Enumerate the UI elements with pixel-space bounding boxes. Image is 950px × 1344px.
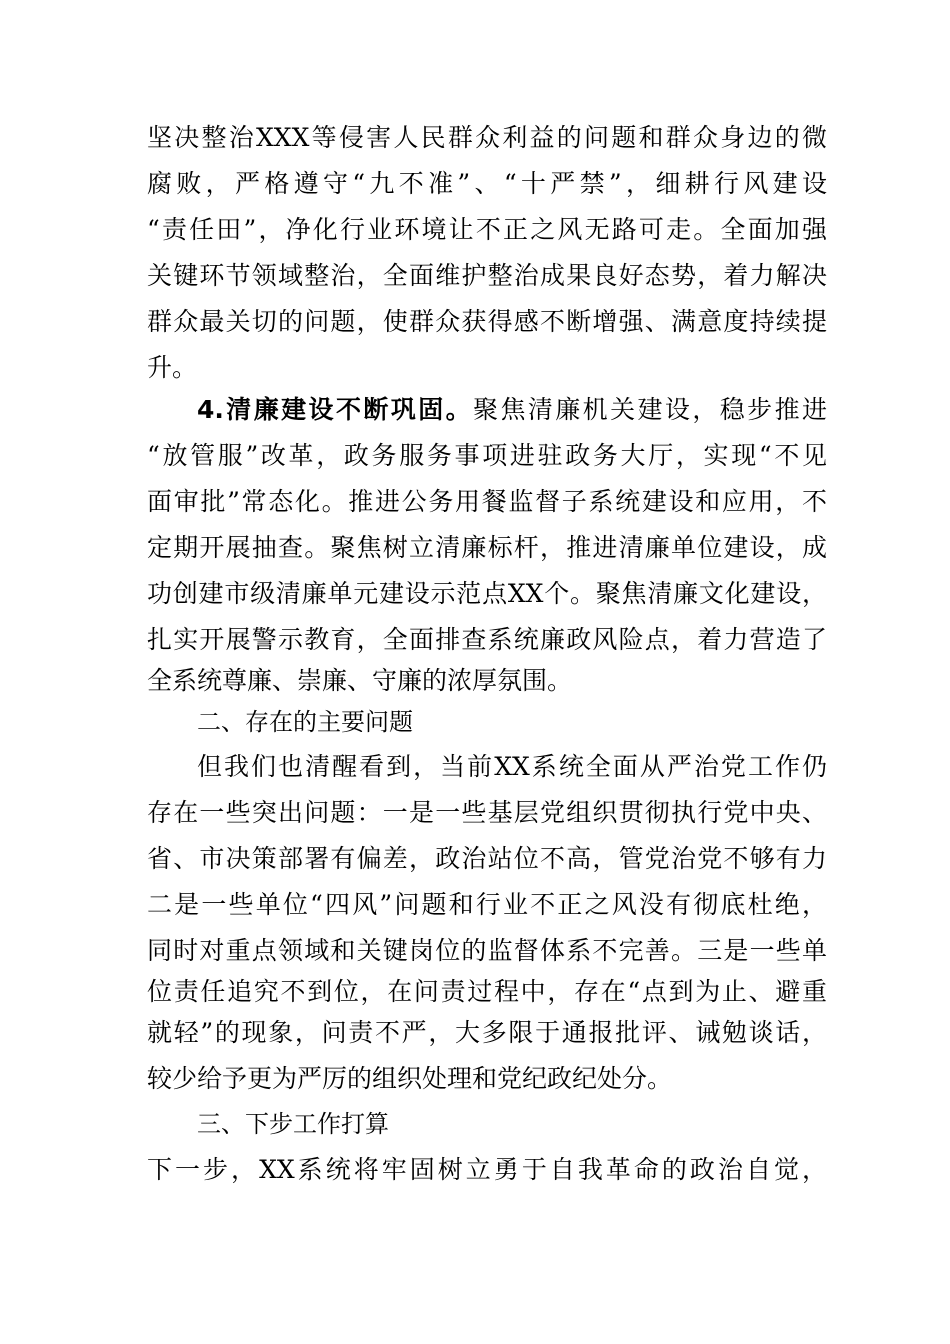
- paragraph-line: 较少给予更为严厉的组织处理和党纪政纪处分。: [147, 1064, 673, 1093]
- paragraph-line: 就轻”的现象，问责不严，大多限于通报批评、诫勉谈话，: [147, 1018, 827, 1047]
- paragraph-line: 下一步，XX系统将牢固树立勇于自我革命的政治自觉，: [147, 1155, 827, 1184]
- paragraph-line: 定期开展抽查。聚焦树立清廉标杆，推进清廉单位建设，成: [147, 533, 827, 562]
- paragraph-line: “放管服”改革，政务服务事项进驻政务大厅，实现“不见: [147, 441, 827, 470]
- paragraph-line: 扎实开展警示教育，全面排查系统廉政风险点，着力营造了: [147, 625, 827, 654]
- paragraph-line: “责任田”，净化行业环境让不正之风无路可走。全面加强: [147, 215, 827, 244]
- paragraph-line: 群众最关切的问题，使群众获得感不断增强、满意度持续提: [147, 307, 827, 336]
- paragraph-line: 全系统尊廉、崇廉、守廉的浓厚氛围。: [147, 666, 573, 695]
- paragraph-line: 二是一些单位“四风”问题和行业不正之风没有彻底杜绝，: [147, 890, 827, 919]
- section-heading: 二、存在的主要问题: [197, 708, 413, 736]
- paragraph-line: 关键环节领域整治，全面维护整治成果良好态势，着力解决: [147, 261, 827, 290]
- paragraph-first-line: [197, 390, 827, 430]
- paragraph-line: 位责任追究不到位，在问责过程中，存在“点到为止、避重: [147, 977, 827, 1006]
- paragraph-first-line: 但我们也清醒看到，当前XX系统全面从严治党工作仍: [197, 752, 827, 781]
- paragraph-line: 同时对重点领域和关键岗位的监督体系不完善。三是一些单: [147, 936, 827, 965]
- paragraph-line: 升。: [147, 353, 198, 382]
- section-heading: 三、下步工作打算: [197, 1110, 389, 1138]
- section-title: 4.清廉建设不断巩固。: [197, 395, 474, 424]
- paragraph-line: 腐败，严格遵守“九不准”、“十严禁”，细耕行风建设: [147, 169, 827, 198]
- paragraph-line: 功创建市级清廉单元建设示范点XX个。聚焦清廉文化建设，: [147, 579, 827, 608]
- paragraph-line: 存在一些突出问题：一是一些基层党组织贯彻执行党中央、: [147, 798, 827, 827]
- paragraph-line: 省、市决策部署有偏差，政治站位不高，管党治党不够有力: [147, 844, 827, 873]
- paragraph-text: 聚焦清廉机关建设，稳步推进: [473, 395, 827, 424]
- paragraph-line: 坚决整治XXX等侵害人民群众利益的问题和群众身边的微: [147, 123, 827, 152]
- paragraph-line: 面审批”常态化。推进公务用餐监督子系统建设和应用，不: [147, 487, 827, 516]
